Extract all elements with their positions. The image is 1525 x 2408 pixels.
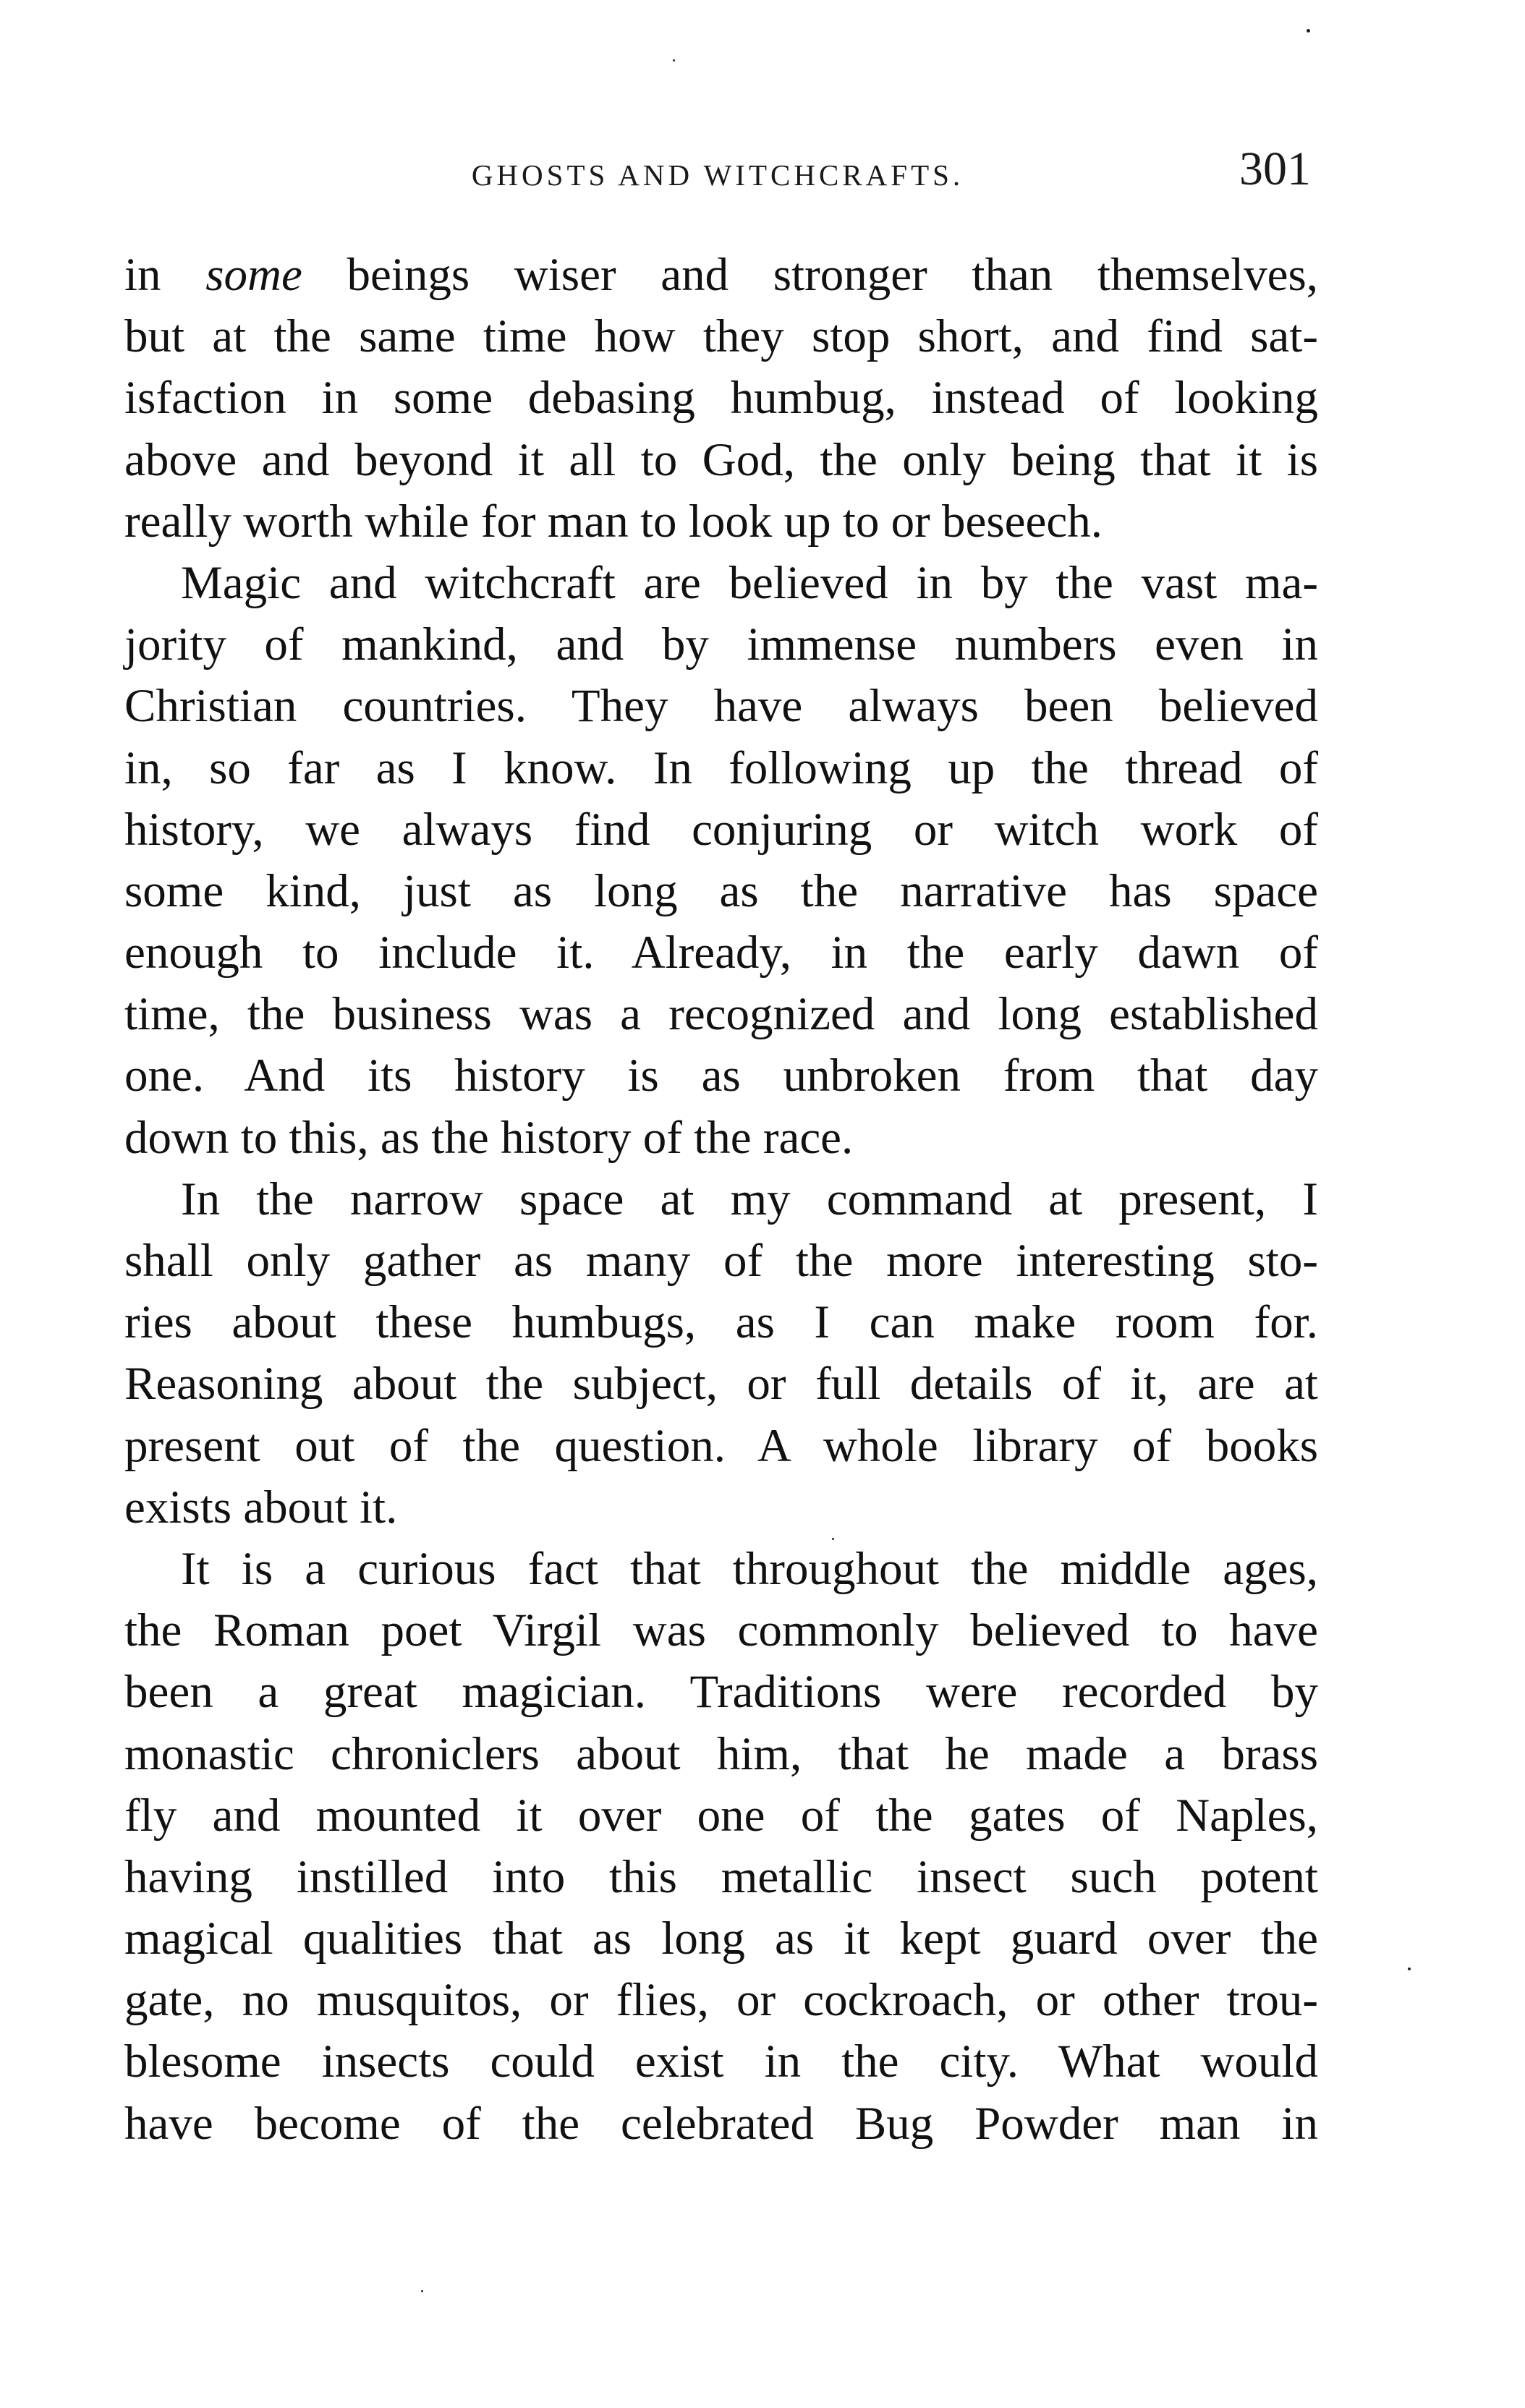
text-line: having instilled into this metallic insect such potent — [124, 1850, 1318, 1903]
text-line: been a great magician. Traditions were recorded by — [124, 1666, 1318, 1719]
text-line: present out of the question. A whole library of books — [124, 1419, 1318, 1472]
running-head: GHOSTS AND WITCHCRAFTS. — [471, 158, 964, 192]
text-line: gate, no musquitos, or flies, or cockroach, or other trou- — [124, 1974, 1318, 2027]
print-speck — [1307, 29, 1310, 33]
text-line: jority of mankind, and by immense numbers even in — [124, 618, 1318, 671]
text-line: shall only gather as many of the more interesting sto- — [124, 1235, 1318, 1287]
text-line: ries about these humbugs, as I can make room for. — [124, 1296, 1318, 1349]
text-line: In the narrow space at my command at present, I — [181, 1173, 1318, 1225]
text-line: magical qualities that as long as it kept guard over the — [124, 1913, 1318, 1965]
text-line: monastic chroniclers about him, that he made a brass — [124, 1727, 1318, 1780]
text-line: It is a curious fact that throughout the middle ages, — [181, 1542, 1318, 1595]
paragraph — [124, 1539, 1318, 2155]
text-line: blesome insects could exist in the city. What would — [124, 2035, 1318, 2088]
emphasized-word: some — [205, 249, 302, 301]
text-line: time, the business was a recognized and long established — [124, 988, 1318, 1041]
page-number: 301 — [1239, 142, 1311, 195]
text-line: have become of the celebrated Bug Powder man in — [124, 2097, 1318, 2150]
text-line: the Roman poet Virgil was commonly believed to have — [124, 1604, 1318, 1657]
text-line: Magic and witchcraft are believed in by the vast ma- — [181, 556, 1318, 609]
text-line: in, so far as I know. In following up the thread of — [124, 741, 1318, 794]
print-speck — [421, 2290, 423, 2292]
body-text — [124, 244, 1318, 2155]
text-line: exists about it. — [124, 1481, 398, 1533]
text-line: isfaction in some debasing humbug, instead of looking — [124, 372, 1318, 425]
paragraph — [124, 553, 1318, 1169]
text-line: history, we always find conjuring or witch work of — [124, 803, 1318, 856]
text-line: down to this, as the history of the race. — [124, 1111, 854, 1164]
text-line: Christian countries. They have always been believed — [124, 680, 1318, 733]
text-line: but at the same time how they stop short, and find sat- — [124, 310, 1318, 363]
page-header — [124, 142, 1311, 207]
text-line: enough to include it. Already, in the early dawn of — [124, 927, 1318, 979]
text-line: Reasoning about the subject, or full details of it, are at — [124, 1358, 1318, 1411]
print-speck — [1408, 1967, 1411, 1970]
text-line: one. And its history is as unbroken from that day — [124, 1050, 1318, 1102]
print-speck — [673, 59, 675, 61]
text-line: some kind, just as long as the narrative has space — [124, 864, 1318, 917]
text-line: in some beings wiser and stronger than themselves, — [124, 249, 1319, 301]
text-line: really worth while for man to look up to or beseech. — [124, 495, 1103, 548]
paragraph — [124, 244, 1318, 553]
paragraph — [124, 1169, 1318, 1539]
text-line: above and beyond it all to God, the only being that it is — [124, 433, 1318, 486]
text-line: fly and mounted it over one of the gates of Naples, — [124, 1789, 1318, 1842]
